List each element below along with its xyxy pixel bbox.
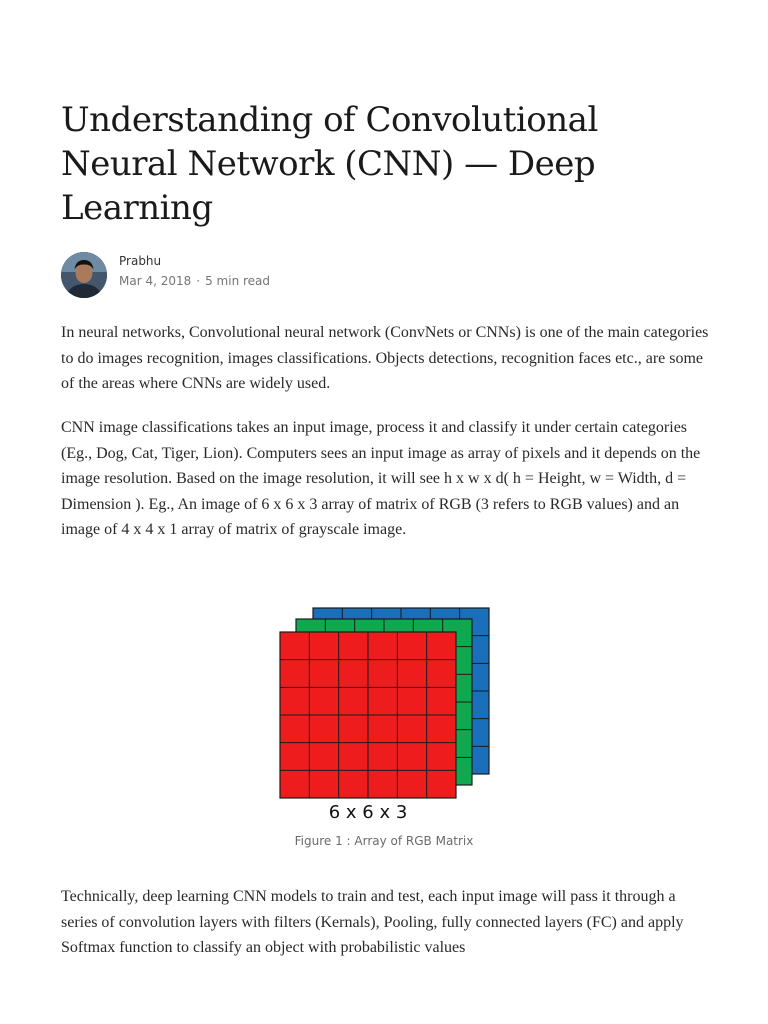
post-meta bbox=[119, 274, 270, 288]
author-avatar[interactable] bbox=[61, 252, 107, 298]
byline bbox=[61, 250, 461, 298]
paragraph-classification: CNN image classifications takes an input image, process it and classify it under certain categories (Eg., Dog, Cat, Tiger, Lion). Computers sees an input image as array of pixels and it depends on the image resolution. Based on the image resolution, it will see h x w x d( h = Height, w = Width, d = Dimension ). Eg., An image of 6 x 6 x 3 array of matrix of RGB (3 refers to RGB values) and an image of 4 x 4 x 1 array of matrix of grayscale image. bbox=[61, 419, 701, 538]
article-title: Understanding of Convolutional Neural Network (CNN) — Deep Learning bbox=[61, 100, 598, 228]
red-channel-layer bbox=[280, 632, 456, 798]
rgb-matrix-figure bbox=[278, 605, 494, 801]
author-name[interactable]: Prabhu bbox=[119, 254, 162, 268]
paragraph-technical: Technically, deep learning CNN models to train and test, each input image will pass it through a series of convolution layers with filters (Kernals), Pooling, fully connected layers (FC) and apply Softmax function to classify an object with probabilistic values bbox=[61, 888, 684, 956]
meta-separator: · bbox=[196, 274, 201, 288]
paragraph-intro: In neural networks, Convolutional neural network (ConvNets or CNNs) is one of the main categories to do images recognition, images classifications. Objects detections, recognition faces etc., are some of the areas where CNNs are widely used. bbox=[61, 324, 709, 392]
read-time: 5 min read bbox=[205, 274, 271, 288]
matrix-dimension-label: 6 x 6 x 3 bbox=[328, 802, 408, 823]
figure-caption: Figure 1 : Array of RGB Matrix bbox=[294, 834, 474, 848]
rgb-matrix-diagram bbox=[278, 605, 494, 801]
avatar-portrait-icon bbox=[61, 252, 107, 298]
publish-date: Mar 4, 2018 bbox=[119, 274, 192, 288]
